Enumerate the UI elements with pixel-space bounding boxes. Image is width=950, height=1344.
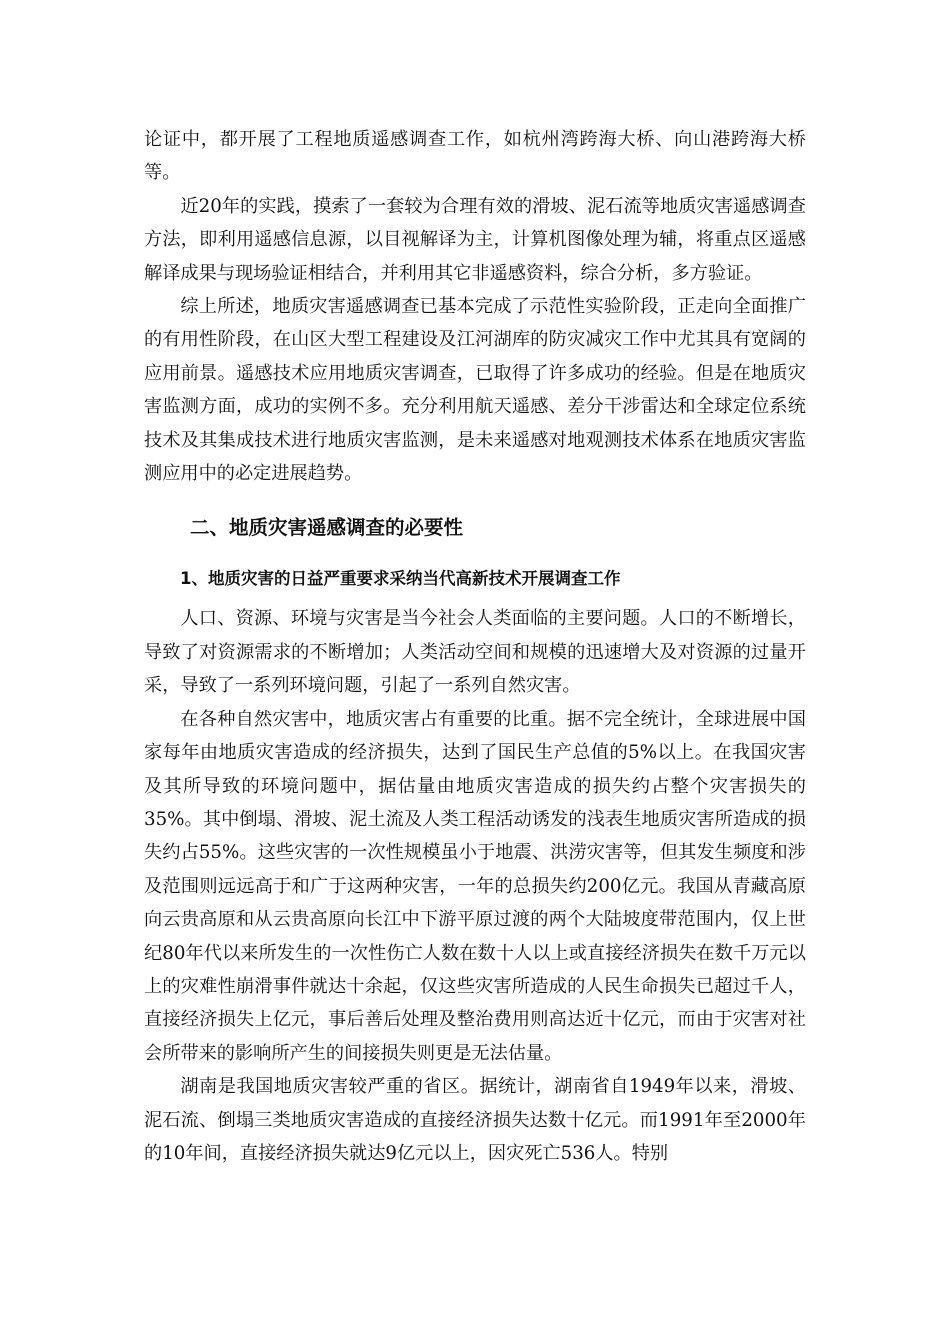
intro-paragraph-3: 综上所述，地质灾害遥感调查已基本完成了示范性实验阶段，正走向全面推广的有用性阶段，在山区大型工程建设及江河湖库的防灾减灾工作中尤其具有宽阔的应用前景。遥感技术应用地质灾害调查，已取得了许多成功的经验。但是在地质灾害监测方面，成功的实例不多。充分利用航天遥感、差分干涉雷达和全球定位系统技术及其集成技术进行地质灾害监测，是未来遥感对地观测技术体系在地质灾害监测应用中的必定进展趋势。 [144,296,806,485]
body-paragraph-2: 在各种自然灾害中，地质灾害占有重要的比重。据不完全统计，全球进展中国家每年由地质灾害造成的经济损失，达到了国民生产总值的5%以上。在我国灾害及其所导致的环境问题中，据估量由地质灾害造成的损失约占整个灾害损失的35%。其中倒塌、滑坡、泥土流及人类工程活动诱发的浅表生地质灾害所造成的损失约占55%。这些灾害的一次性规模虽小于地震、洪涝灾害等，但其发生频度和涉及范围则远远高于和广于这两种灾害，一年的总损失约200亿元。我国从青藏高原向云贵高原和从云贵高原向长江中下游平原过渡的两个大陆坡度带范围内，仅上世纪80年代以来所发生的一次性伤亡人数在数十人以上或直接经济损失在数千万元以上的灾难性崩滑事件就达十余起，仅这些灾害所造成的人民生命损失已超过千人，直接经济损失上亿元，事后善后处理及整治费用则高达近十亿元，而由于灾害对社会所带来的影响所产生的间接损失则更是无法估量。 [144,708,806,1064]
intro-paragraph-2: 近20年的实践，摸索了一套较为合理有效的滑坡、泥石流等地质灾害遥感调查方法，即利用遥感信息源，以目视解译为主，计算机图像处理为辅，将重点区遥感解译成果与现场验证相结合，并利用其它非遥感资料，综合分析，多方验证。 [144,195,806,284]
body-paragraph-1: 人口、资源、环境与灾害是当今社会人类面临的主要问题。人口的不断增长，导致了对资源需求的不断增加；人类活动空间和规模的迅速增大及对资源的过量开采，导致了一系列环境问题，引起了一系列自然灾害。 [144,608,806,697]
body-paragraph-3: 湖南是我国地质灾害较严重的省区。据统计，湖南省自1949年以来，滑坡、泥石流、倒塌三类地质灾害造成的直接经济损失达数十亿元。而1991年至2000年的10年间，直接经济损失就达9亿元以上，因灾死亡536人。特别 [144,1076,806,1164]
intro-paragraph-1: 论证中，都开展了工程地质遥感调查工作，如杭州湾跨海大桥、向山港跨海大桥等。 [144,129,806,184]
section-heading: 二、地质灾害遥感调查的必要性 [190,516,464,540]
subsection-heading: 1、地质灾害的日益严重要求采纳当代高新技术开展调查工作 [180,569,621,589]
document-page [144,123,806,1170]
